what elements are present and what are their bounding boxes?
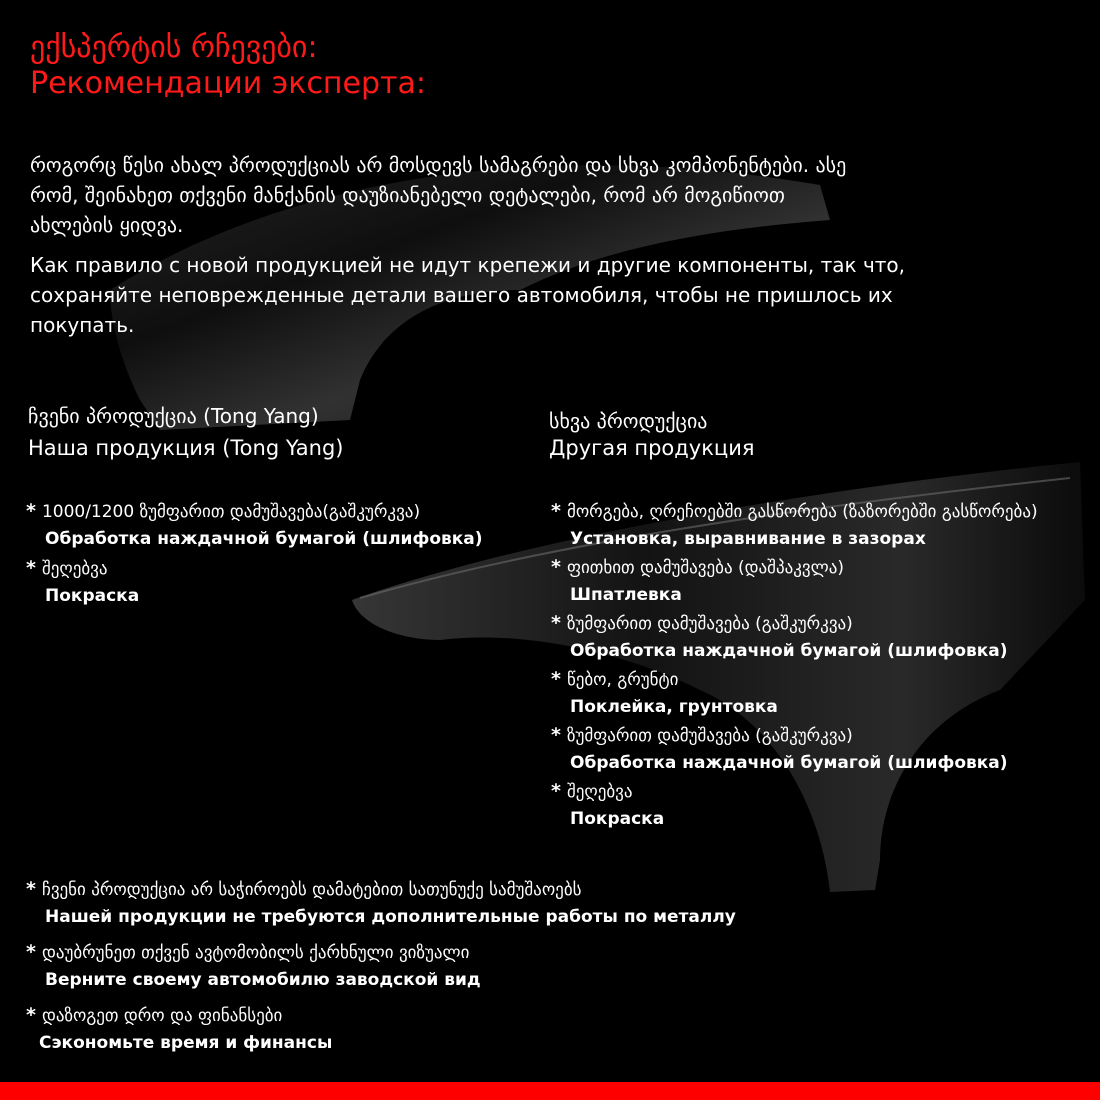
intro-russian-line: Как правило с новой продукцией не идут крепежи и другие компоненты, так что, [30,253,906,277]
item-georgian: ზუმფარით დამუშავება (გაშკურკვა) [566,726,853,746]
list-item [551,610,1038,665]
intro-russian-line: покупать. [30,313,135,337]
list-item [26,555,483,610]
benefit-georgian: დაუბრუნეთ თქვენ ავტომობილს ქარხნული ვიზუალი [41,943,470,963]
list-item [551,778,1038,833]
our-product-title-russian: Наша продукция (Tong Yang) [28,436,344,460]
benefit-georgian: ჩვენი პროდუქცია არ საჭიროებს დამატებით სათუნუქე სამუშაოებს [41,880,582,900]
item-georgian: შეღებვა [566,782,633,802]
other-product-title-russian: Другая продукция [549,436,755,460]
list-item [551,554,1038,609]
intro-russian [30,250,905,340]
item-georgian: წებო, გრუნტი [566,670,679,690]
bullet-star: * [551,780,561,802]
item-russian: Установка, выравнивание в зазорах [570,529,926,549]
bullet-star: * [26,557,36,579]
item-russian: Шпатлевка [570,585,682,605]
bottom-accent-bar [0,1082,1100,1100]
heading-russian: Рекомендации эксперта: [30,66,426,101]
item-georgian: ფითხით დამუშავება (დაშპაკვლა) [566,558,844,578]
our-product-list [26,498,483,610]
bullet-star: * [551,556,561,578]
intro-georgian [30,150,846,240]
item-russian: Обработка наждачной бумагой (шлифовка) [570,753,1008,773]
list-item [26,876,736,931]
list-item [551,666,1038,721]
item-russian: Поклейка, грунтовка [570,697,778,717]
list-item [551,498,1038,553]
benefit-georgian: დაზოგეთ დრო და ფინანსები [41,1006,283,1026]
item-georgian: შეღებვა [41,559,108,579]
list-item [26,498,483,553]
intro-russian-line: сохраняйте неповрежденные детали вашего автомобиля, чтобы не пришлось их [30,283,893,307]
intro-georgian-line: რომ, შეინახეთ თქვენი მანქანის დაუზიანებელი დეტალები, რომ არ მოგიწიოთ [30,183,785,207]
item-russian: Покраска [45,586,140,606]
bullet-star: * [551,668,561,690]
benefit-russian: Нашей продукции не требуются дополнительные работы по металлу [45,907,736,927]
intro-georgian-line: ახლების ყიდვა. [30,213,184,237]
our-product-title-georgian: ჩვენი პროდუქცია (Tong Yang) [28,404,319,428]
list-item [551,722,1038,777]
list-item [26,939,736,994]
bullet-star: * [26,500,36,522]
benefit-russian: Сэкономьте время и финансы [39,1033,333,1053]
heading-georgian: ექსპერტის რჩევები: [30,30,318,65]
bullet-star: * [26,878,36,900]
bullet-star: * [551,724,561,746]
item-russian: Покраска [570,809,665,829]
list-item [26,1002,736,1057]
item-georgian: მორგება, ღრეჩოებში გასწორება (ზაზორებში გასწორება) [566,502,1038,522]
benefits-list [26,876,736,1057]
item-russian: Обработка наждачной бумагой (шлифовка) [45,529,483,549]
other-product-title-georgian: სხვა პროდუქცია [549,409,708,433]
item-georgian: 1000/1200 ზუმფარით დამუშავება(გაშკურკვა) [41,502,421,522]
benefit-russian: Верните своему автомобилю заводской вид [45,970,481,990]
item-georgian: ზუმფარით დამუშავება (გაშკურკვა) [566,614,853,634]
intro-georgian-line: როგორც წესი ახალ პროდუქციას არ მოსდევს სამაგრები და სხვა კომპონენტები. ასე [30,153,847,177]
bullet-star: * [26,1004,36,1026]
item-russian: Обработка наждачной бумагой (шлифовка) [570,641,1008,661]
bullet-star: * [26,941,36,963]
other-product-list [551,498,1038,833]
bullet-star: * [551,612,561,634]
bullet-star: * [551,500,561,522]
